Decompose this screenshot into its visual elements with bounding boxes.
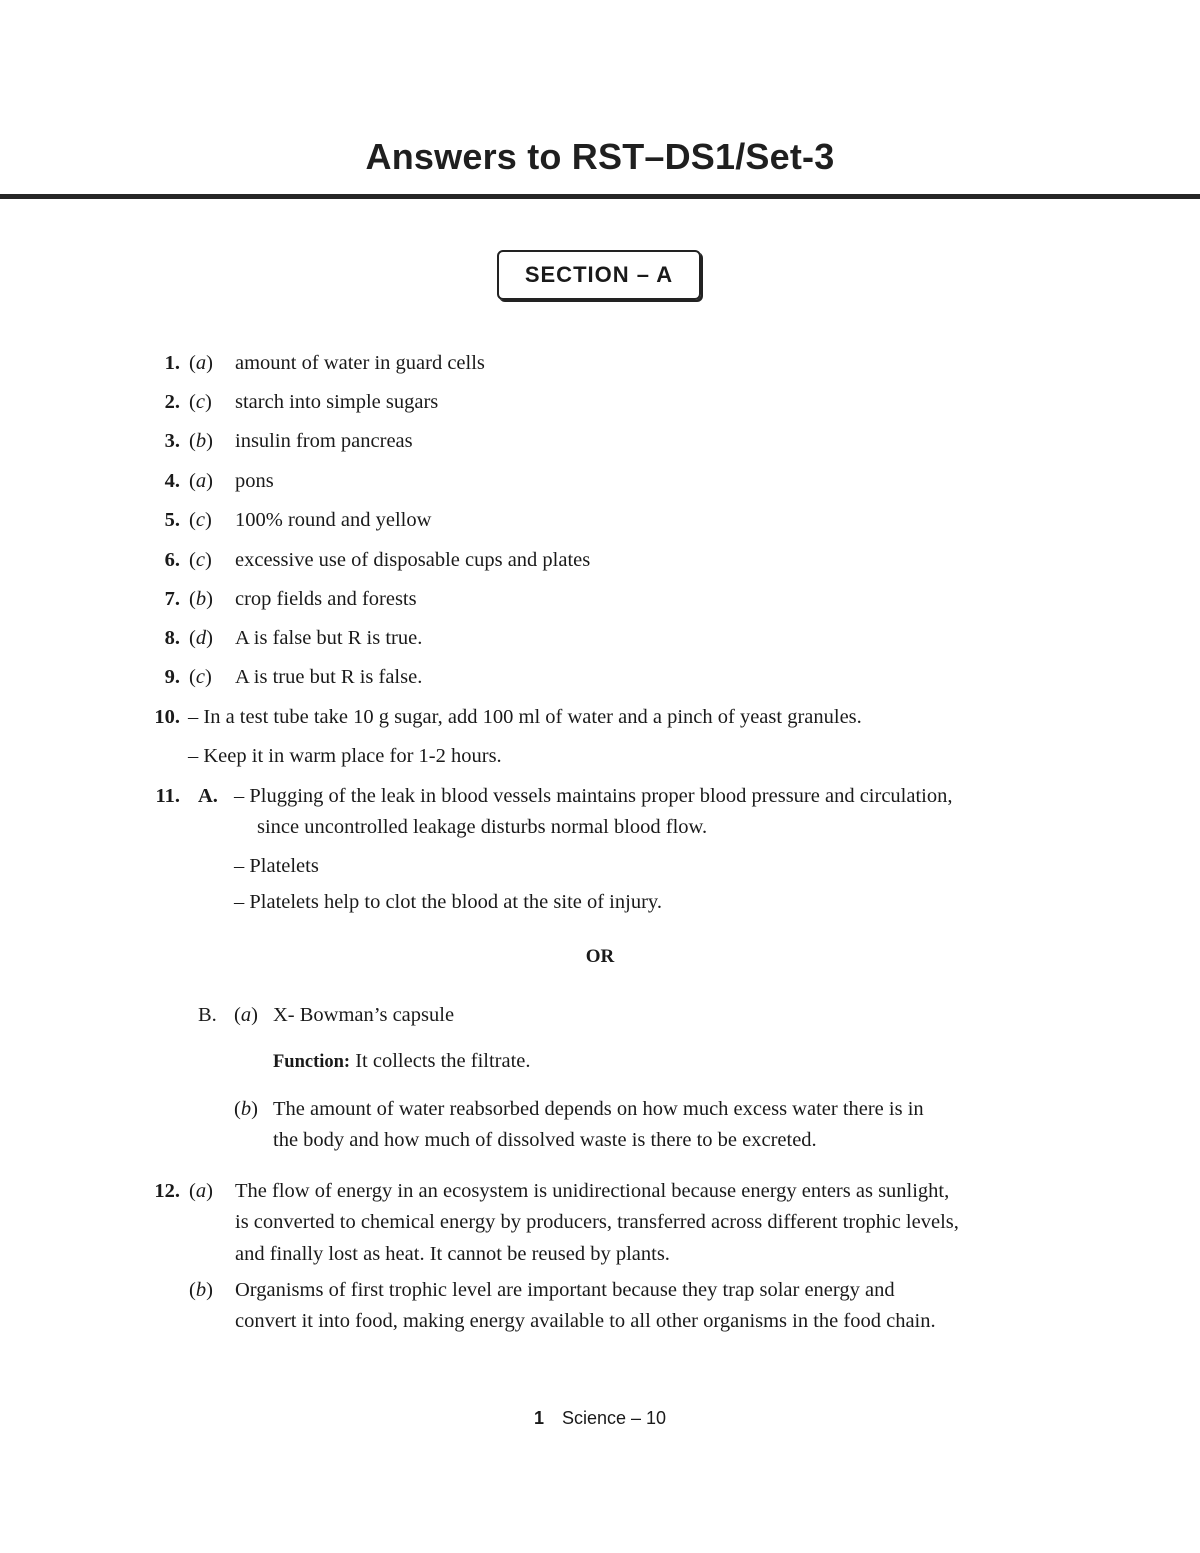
option-label: (a) [234,1004,258,1026]
option-label: (b) [234,1098,258,1120]
answer-point-continued: since uncontrolled leakage disturbs normal blood flow. [257,816,708,838]
answer-text: is converted to chemical energy by producers, transferred across different trophic levels, [235,1211,959,1233]
answer-text: The flow of energy in an ecosystem is unidirectional because energy enters as sunlight, [235,1180,950,1202]
answer-text: Organisms of first trophic level are important because they trap solar energy and [235,1279,895,1301]
answer-text: the body and how much of dissolved waste is there to be excreted. [273,1129,817,1151]
function-line: Function: It collects the filtrate. [273,1050,531,1072]
answer-text: X- Bowman’s capsule [273,1004,455,1026]
answer-point: – Plugging of the leak in blood vessels maintains proper blood pressure and circulation, [234,785,953,807]
answer-point: – Keep it in warm place for 1-2 hours. [188,745,502,767]
option-label: (b) [189,1279,213,1301]
answer-point: – In a test tube take 10 g sugar, add 100 ml of water and a pinch of yeast granules. [188,706,862,728]
or-separator: OR [585,946,615,967]
page-footer [0,1408,1200,1429]
subject-label: Science – 10 [561,1408,667,1428]
answer-text: The amount of water reabsorbed depends on how much excess water there is in [273,1098,924,1120]
section-heading: SECTION – A [497,250,701,300]
title-divider [0,194,1200,199]
page-number: 1 [533,1408,544,1428]
answer-point: – Platelets [234,855,319,877]
part-label: A. [198,785,218,807]
part-label: B. [198,1004,217,1026]
answer-text: convert it into food, making energy available to all other organisms in the food chain. [235,1310,936,1332]
option-label: (a) [189,1180,213,1202]
answer-text: and finally lost as heat. It cannot be reused by plants. [235,1243,670,1265]
answer-point: – Platelets help to clot the blood at the site of injury. [234,891,662,913]
page-title: Answers to RST–DS1/Set-3 [365,136,835,177]
